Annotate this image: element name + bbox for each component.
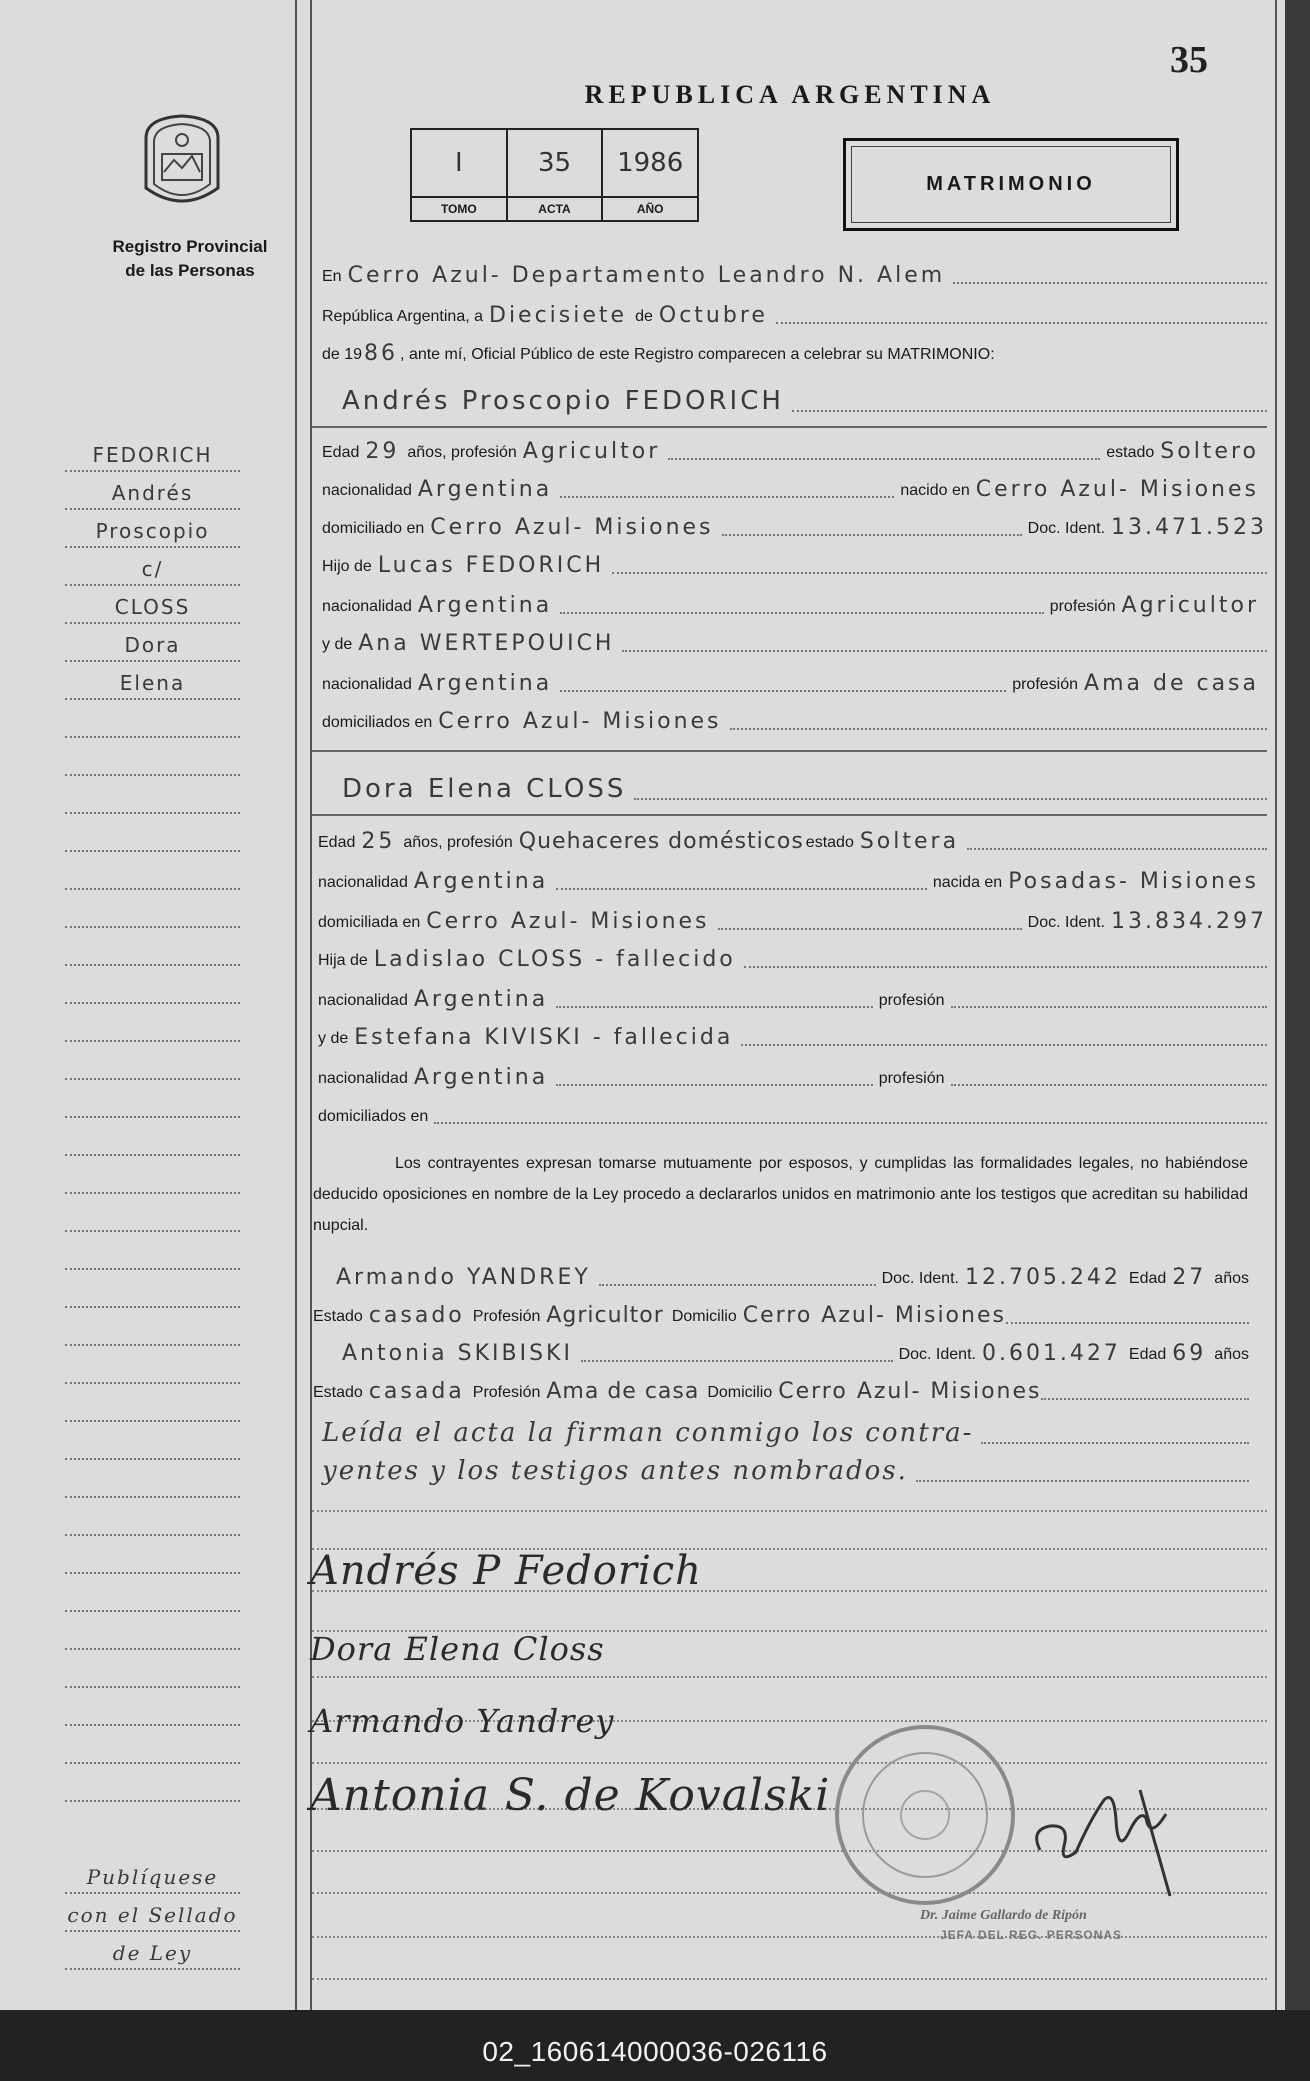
groom-mother-value: Ana WERTEPOUICH <box>358 631 615 656</box>
registry-name <box>90 235 290 283</box>
groom-father-dots <box>612 572 1267 574</box>
place-value: Cerro Azul- Departamento Leandro N. Alem <box>347 263 946 288</box>
bride-mother-profesion-label: profesión <box>878 1070 945 1087</box>
registry-line-1: Registro Provincial <box>112 237 268 256</box>
witness-2-doc: 0.601.427 <box>981 1341 1121 1366</box>
witness-2-domicile: Cerro Azul- Misiones <box>778 1379 1042 1404</box>
bride-edad-label: Edad <box>318 834 356 851</box>
acta-cell <box>508 130 604 220</box>
groom-name-row <box>322 382 1267 418</box>
witness-1-signature: Armando Yandrey <box>310 1702 615 1740</box>
province-seal-icon <box>136 110 228 222</box>
margin-blank-line <box>65 1010 240 1042</box>
margin-blank-line <box>65 1618 240 1650</box>
bride-nacida-label: nacida en <box>932 874 1003 891</box>
margin-note-line: Andrés <box>65 478 240 510</box>
witness-2-profession: Ama de casa <box>546 1379 700 1404</box>
margin-blank-line <box>65 820 240 852</box>
margin-note-line: Dora <box>65 630 240 662</box>
witness-1-domicile: Cerro Azul- Misiones <box>742 1303 1006 1328</box>
bride-name-rule <box>312 814 1267 816</box>
page-number: 35 <box>1170 39 1208 81</box>
republica-label: República Argentina, a <box>322 308 483 325</box>
bride-anos-label: años, profesión <box>403 834 513 851</box>
groom-name-dots <box>792 410 1267 412</box>
bride-signature: Dora Elena Closs <box>310 1630 605 1668</box>
groom-yde-label: y de <box>322 636 353 653</box>
groom-father-nacionalidad-label: nacionalidad <box>322 598 412 615</box>
margin-blank-line <box>65 1542 240 1574</box>
margin-blank-line <box>65 706 240 738</box>
witness-2-details-dots <box>1041 1398 1249 1400</box>
witness-1-dots <box>599 1284 876 1286</box>
witness-1-doc: 12.705.242 <box>964 1265 1121 1290</box>
bride-doc-label: Doc. Ident. <box>1027 914 1106 931</box>
bride-father-profession-dots <box>951 1006 1268 1008</box>
groom-domicile-dots <box>722 534 1022 536</box>
bride-name-dots <box>634 798 1267 800</box>
bride-marital-status: Soltera <box>859 829 960 854</box>
groom-domiciliados-label: domiciliados en <box>322 714 433 731</box>
witness-2-signature: Antonia S. de Kovalski <box>310 1770 831 1821</box>
bride-yde-label: y de <box>318 1030 349 1047</box>
groom-father-nationality-row <box>322 590 1267 620</box>
groom-mother-nationality: Argentina <box>417 671 553 696</box>
margin-blank-line <box>65 1732 240 1764</box>
groom-father-nat-dots <box>560 612 1044 614</box>
bride-domiciliados-label: domiciliados en <box>318 1108 429 1125</box>
margin-blank-line <box>65 1390 240 1422</box>
groom-parents-domicile-row <box>322 706 1267 736</box>
margin-blank-line <box>65 1352 240 1384</box>
witness-2-profesion-label: Profesión <box>472 1384 541 1401</box>
bride-nationality-dots <box>556 888 927 890</box>
margin-note-line: FEDORICH <box>65 440 240 472</box>
file-id: 02_160614000036-026116 <box>482 2036 828 2067</box>
margin-blank-line <box>65 1770 240 1802</box>
witness-2-age: 69 <box>1172 1341 1207 1366</box>
sig-line <box>312 1676 1267 1678</box>
official-name: Dr. Jaime Gallardo de Ripón <box>920 1908 1087 1923</box>
date-row <box>322 300 1267 330</box>
bride-father-nacionalidad-label: nacionalidad <box>318 992 408 1009</box>
country-title: REPUBLICA ARGENTINA <box>584 80 996 109</box>
margin-note-line: CLOSS <box>65 592 240 624</box>
margin-blank-line <box>65 1086 240 1118</box>
groom-father-value: Lucas FEDORICH <box>377 553 605 578</box>
bride-parents-domicile-row <box>318 1100 1267 1130</box>
closing-line-2 <box>322 1452 1249 1488</box>
groom-mother-nat-dots <box>560 690 1006 692</box>
groom-doc-value: 13.471.523 <box>1111 515 1267 540</box>
witness-2-doc-label: Doc. Ident. <box>898 1346 976 1363</box>
groom-nacionalidad-label: nacionalidad <box>322 482 412 499</box>
bride-estado-label: estado <box>805 834 854 851</box>
bride-age-dots <box>967 848 1267 850</box>
groom-mother-nacionalidad-label: nacionalidad <box>322 676 412 693</box>
bride-father-nat-dots <box>556 1006 873 1008</box>
official-title: JEFA DEL REG. PERSONAS <box>940 1928 1123 1942</box>
groom-domicile-value: Cerro Azul- Misiones <box>430 515 714 540</box>
groom-nacido-label: nacido en <box>900 482 970 499</box>
groom-mother-profesion-label: profesión <box>1012 676 1079 693</box>
witness-1-doc-label: Doc. Ident. <box>881 1270 959 1287</box>
groom-marital-status: Soltero <box>1160 439 1259 464</box>
groom-father-row <box>322 550 1267 580</box>
sig-line <box>312 1510 1267 1512</box>
groom-father-profesion-label: profesión <box>1049 598 1116 615</box>
bride-mother-profession-dots <box>951 1084 1268 1086</box>
act-type-box-inner-border <box>851 146 1171 223</box>
bride-father-profesion-label: profesión <box>878 992 945 1009</box>
margin-blank-line <box>65 1466 240 1498</box>
groom-doc-label: Doc. Ident. <box>1027 520 1106 537</box>
bride-mother-nat-dots <box>556 1084 873 1086</box>
witness-1-edad-label: Edad <box>1128 1270 1167 1287</box>
bride-nationality-value: Argentina <box>413 869 549 894</box>
witness-2-domicilio-label: Domicilio <box>707 1384 773 1401</box>
bride-age-row <box>318 826 1267 856</box>
groom-signature: Andrés P Fedorich <box>310 1548 702 1594</box>
bride-domicile-dots <box>718 928 1022 930</box>
groom-estado-label: estado <box>1106 444 1155 461</box>
witness-1-age: 27 <box>1172 1265 1207 1290</box>
groom-domicile-row <box>322 512 1267 542</box>
margin-footer-note: con el Sellado <box>65 1900 240 1932</box>
sig-line <box>312 1978 1267 1980</box>
closing-dots-2 <box>916 1480 1249 1482</box>
groom-birthplace-value: Cerro Azul- Misiones <box>975 477 1259 502</box>
witness-1-details-dots <box>1006 1322 1249 1324</box>
groom-age-row <box>322 436 1267 466</box>
groom-mother-dots <box>622 650 1267 652</box>
groom-mother-profession: Ama de casa <box>1084 671 1259 696</box>
margin-blank-line <box>65 1580 240 1612</box>
witness-1-estado: casado <box>368 1303 465 1328</box>
groom-mother-nationality-row <box>322 668 1267 698</box>
bride-profession-value: Quehaceres domésticos <box>518 829 804 854</box>
registry-line-2: de las Personas <box>125 261 255 280</box>
year-row <box>322 338 1267 368</box>
groom-father-profession: Agricultor <box>1121 593 1259 618</box>
closing-text-1: Leída el acta la firman conmigo los contra- <box>322 1418 974 1448</box>
groom-nationality-value: Argentina <box>417 477 553 502</box>
margin-note-line: Proscopio <box>65 516 240 548</box>
margin-blank-line <box>65 1276 240 1308</box>
margin-blank-line <box>65 1504 240 1536</box>
groom-mother-row <box>322 628 1267 658</box>
witness-1-details-row <box>313 1300 1249 1330</box>
groom-parents-domicile-dots <box>730 728 1267 730</box>
margin-blank-line <box>65 858 240 890</box>
witness-1-name: Armando YANDREY <box>336 1265 591 1290</box>
year-prefix: de 19 <box>322 346 363 363</box>
tomo-cell <box>412 130 508 220</box>
closing-line-1 <box>322 1414 1249 1450</box>
groom-father-nationality: Argentina <box>417 593 553 618</box>
margin-blank-line <box>65 1238 240 1270</box>
witness-2-estado: casada <box>368 1379 465 1404</box>
de-label: de <box>635 308 653 325</box>
witness-2-row <box>318 1338 1249 1368</box>
groom-name-rule <box>312 426 1267 428</box>
date-dots <box>776 322 1267 324</box>
bride-father-nationality: Argentina <box>413 987 549 1012</box>
witness-1-row <box>318 1262 1249 1292</box>
margin-footer-note: Publíquese <box>65 1862 240 1894</box>
margin-blank-line <box>65 1162 240 1194</box>
groom-age-value: 29 <box>365 439 400 464</box>
year-suffix: 86 <box>364 341 399 366</box>
en-label: En <box>322 268 342 285</box>
witness-2-estado-label: Estado <box>313 1384 363 1401</box>
margin-blank-line <box>65 1694 240 1726</box>
bride-domicile-row <box>318 906 1267 936</box>
margin-footer-note: de Ley <box>65 1938 240 1970</box>
bride-mother-nationality-row <box>318 1062 1267 1092</box>
bride-father-value: Ladislao CLOSS - fallecido <box>373 947 736 972</box>
bride-mother-row <box>318 1022 1267 1052</box>
ano-label: AÑO <box>603 196 697 220</box>
groom-nationality-row <box>322 474 1267 504</box>
witness-1-estado-label: Estado <box>313 1308 363 1325</box>
place-row <box>322 260 1267 290</box>
ano-cell <box>603 130 697 220</box>
bride-father-dots <box>744 966 1267 968</box>
month-value: Octubre <box>658 303 768 328</box>
groom-hijo-label: Hijo de <box>322 558 372 575</box>
official-stamp-icon <box>830 1720 1020 1910</box>
intro-text: , ante mí, Oficial Público de este Registro comparecen a celebrar su MATRIMONIO: <box>400 346 995 363</box>
groom-section-rule <box>312 750 1267 752</box>
act-type-box: MATRIMONIO <box>843 138 1179 231</box>
day-value: Diecisiete <box>489 303 628 328</box>
groom-domiciliado-label: domiciliado en <box>322 520 425 537</box>
sig-line <box>312 1936 1267 1938</box>
bride-domicile-value: Cerro Azul- Misiones <box>426 909 710 934</box>
official-signature-icon <box>1020 1760 1190 1900</box>
declaration-paragraph: Los contrayentes expresan tomarse mutuamente por esposos, y cumplidas las formalidades legales, no habiéndose deducido oposiciones en nombre de la Ley procedo a declararlos unidos en matrimonio ante los testigos que acreditan su habilidad nupcial. <box>313 1155 1248 1234</box>
groom-anos-label: años, profesión <box>407 444 517 461</box>
margin-blank-line <box>65 1656 240 1688</box>
bride-parents-domicile-dots <box>434 1122 1267 1124</box>
bride-doc-value: 13.834.297 <box>1111 909 1267 934</box>
closing-dots-1 <box>981 1442 1249 1444</box>
bride-nationality-row <box>318 866 1267 896</box>
bride-hija-label: Hija de <box>318 952 368 969</box>
witness-1-profesion-label: Profesión <box>472 1308 541 1325</box>
witness-2-name: Antonia SKIBISKI <box>342 1341 573 1366</box>
groom-profession-value: Agricultor <box>522 439 661 464</box>
bride-father-row <box>318 944 1267 974</box>
margin-blank-line <box>65 1314 240 1346</box>
acta-label: ACTA <box>508 196 602 220</box>
groom-parents-domicile: Cerro Azul- Misiones <box>438 709 722 734</box>
groom-age-dots <box>668 458 1100 460</box>
margin-blank-line <box>65 782 240 814</box>
bride-father-nationality-row <box>318 984 1267 1014</box>
margin-blank-line <box>65 744 240 776</box>
tomo-value: I <box>455 148 463 178</box>
page-edge-shadow <box>1285 0 1310 2010</box>
groom-full-name: Andrés Proscopio FEDORICH <box>342 386 784 416</box>
witness-1-domicilio-label: Domicilio <box>671 1308 737 1325</box>
bride-name-row <box>322 770 1267 806</box>
bride-domiciliada-label: domiciliada en <box>318 914 421 931</box>
margin-blank-line <box>65 1428 240 1460</box>
margin-blank-line <box>65 972 240 1004</box>
bride-birthplace-value: Posadas- Misiones <box>1008 869 1259 894</box>
bride-nacionalidad-label: nacionalidad <box>318 874 408 891</box>
witness-2-anos-label: años <box>1214 1346 1249 1363</box>
bride-mother-value: Estefana KIVISKI - fallecida <box>354 1025 734 1050</box>
acta-value: 35 <box>537 148 572 178</box>
margin-note-line: Elena <box>65 668 240 700</box>
witness-2-edad-label: Edad <box>1128 1346 1167 1363</box>
margin-blank-line <box>65 1048 240 1080</box>
place-dots <box>953 282 1267 284</box>
groom-nationality-dots <box>560 496 894 498</box>
right-border-line <box>1275 0 1277 2010</box>
margin-blank-line <box>65 934 240 966</box>
bride-full-name: Dora Elena CLOSS <box>342 774 627 804</box>
ano-value: 1986 <box>617 148 684 178</box>
bride-mother-nacionalidad-label: nacionalidad <box>318 1070 408 1087</box>
margin-blank-line <box>65 1200 240 1232</box>
witness-1-profession: Agricultor <box>546 1303 664 1328</box>
witness-2-dots <box>581 1360 893 1362</box>
groom-edad-label: Edad <box>322 444 360 461</box>
bride-mother-nationality: Argentina <box>413 1065 549 1090</box>
bride-mother-dots <box>741 1044 1267 1046</box>
reference-table <box>410 128 699 222</box>
margin-blank-line <box>65 896 240 928</box>
bride-age-value: 25 <box>361 829 396 854</box>
margin-divider-line <box>295 0 297 2010</box>
closing-text-2: yentes y los testigos antes nombrados. <box>322 1456 908 1486</box>
witness-1-anos-label: años <box>1214 1270 1249 1287</box>
margin-blank-line <box>65 1124 240 1156</box>
witness-2-details-row <box>313 1376 1249 1406</box>
tomo-label: TOMO <box>412 196 506 220</box>
margin-note-line: c/ <box>65 554 240 586</box>
